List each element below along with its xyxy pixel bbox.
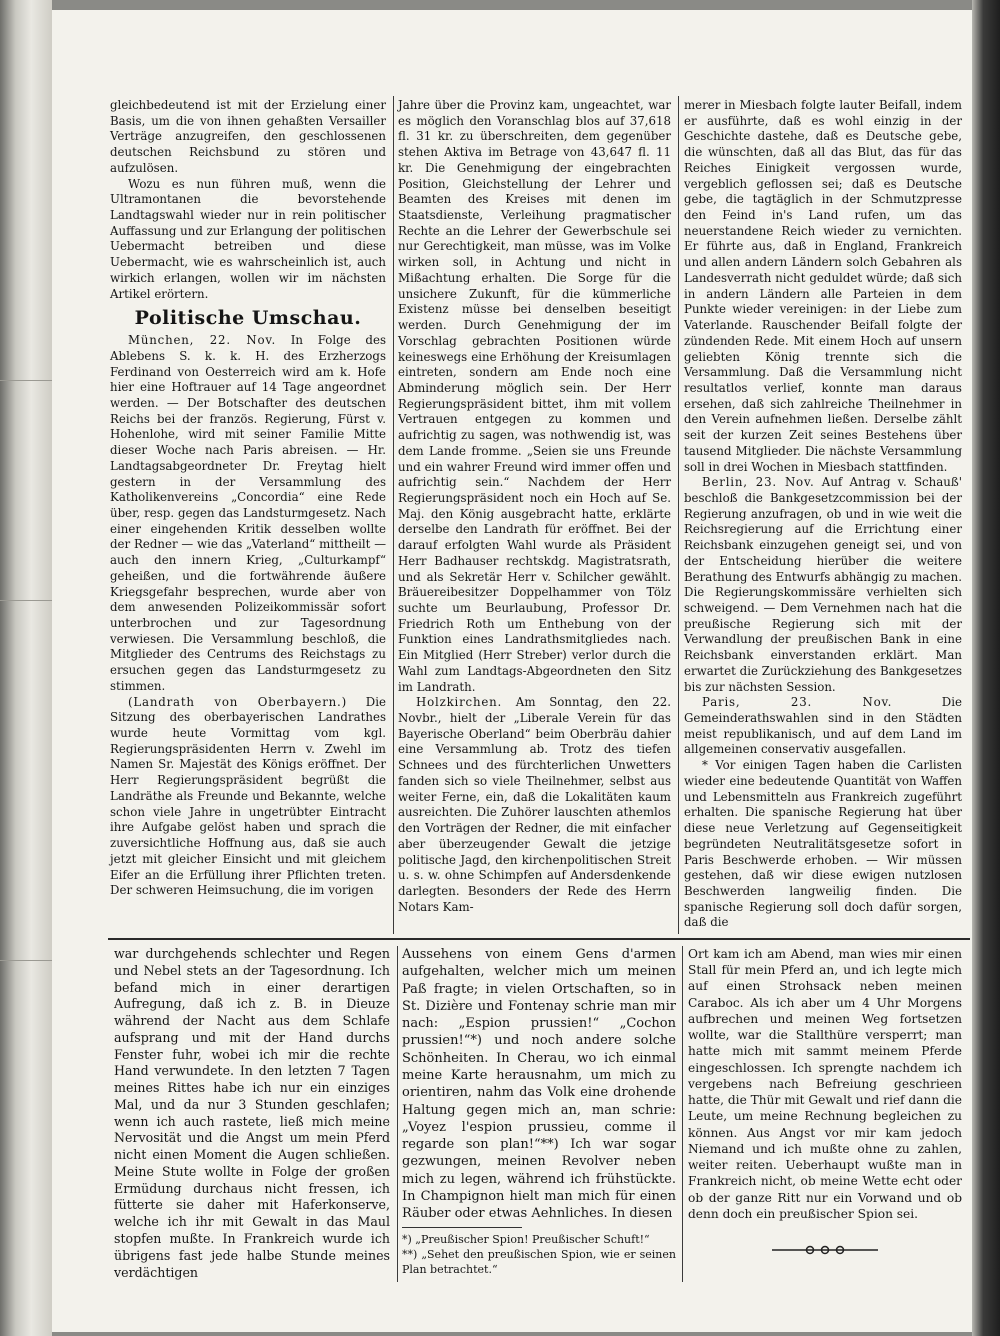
column-rule	[682, 946, 683, 1282]
feuilleton-column-3	[688, 946, 962, 1222]
column-rule	[393, 96, 394, 934]
paragraph: * Vor einigen Tagen haben die Carlisten wieder eine bedeutende Quantität von Waffen und Lebensmitteln aus Frankreich zugeführt erhalten. Die spanische Regierung hat über diese neue Verletzung auf Gegenseitigkeit begründeten Neutralitätsgesetze sofort in Paris Beschwerde erhoben. — Wir müssen gestehen, daß wir diese ewigen nutzlosen Beschwerden langweilig finden. Die spanische Regierung soll doch dafür sorgen, daß die	[684, 758, 962, 930]
dateline: München, 22. Nov.	[128, 333, 277, 348]
footnote: *) „Preußischer Spion! Preußischer Schuft!“	[402, 1232, 650, 1246]
paragraph: Ort kam ich am Abend, man wies mir einen Stall für mein Pferd an, und ich legte mich auf einen Strohsack neben meinen Caraboc. Als ich aber um 4 Uhr Morgens aufbrechen und meinen Weg fortsetzen wollte, war die Stallthüre versperrt; man hatte mich mit sammt meinem Pferde eingeschlossen. Ich sprengte nachdem ich vergebens nach Befreiung geschrieen hatte, die Thür mit Gewalt und rief dann die Leute, um meine Rechnung begleichen zu können. Aus Angst vor mir kam jedoch Niemand und ich mußte ohne zu zahlen, weiter reiten. Ueberhaupt wußte man in Frankreich nicht, ob meine Wette echt oder ob der ganze Ritt nur ein Vorwand und ob denn doch ein preußischer Spion sei.	[688, 947, 962, 1221]
feuilleton-divider	[108, 938, 970, 940]
paragraph: gleichbedeutend ist mit der Erzielung einer Basis, um die von ihnen gehaßten Versailler Verträge anzugreifen, den geschlossenen deutschen Reichsbund zu stören und aufzulösen.	[110, 98, 386, 175]
column-2	[398, 98, 671, 915]
page-edge	[972, 0, 1000, 1336]
feuilleton-column-1	[114, 946, 390, 1281]
feuilleton-column-2	[402, 946, 676, 1277]
book-spine	[0, 0, 52, 1336]
news-item	[110, 695, 386, 899]
news-text: In Folge des Ablebens S. k. k. H. des Erzherzogs Ferdinand von Oesterreich wird am k. Hofe hier eine Hoftrauer auf 14 Tage angeordnet werden. — Der Botschafter des deutschen Reichs bei der französ. Regierung, Fürst v. Hohenlohe, wird mit seiner Familie Mitte dieser Woche nach Paris abreisen. — Hr. Landtagsabgeordneter Dr. Freytag hielt gestern in der Versammlung des Katholikenvereins „Concordia“ eine Rede über, resp. gegen das Landsturmgesetz. Nach einer eingehenden Kritik desselben wollte der Redner — wie das „Vaterland“ mittheilt — auch den innern Krieg, „Culturkampf“ geheißen, und die fortwährende äußere Kriegsgefahr besprechen, wurde aber von dem anwesenden Polizeikommissär sofort unterbrochen und zur Tagesordnung verwiesen. Die Versammlung beschloß, die Mitglieder des Centrums des Reichstags zu ersuchen gegen das Landsturmgesetz zu stimmen.	[110, 333, 386, 693]
dateline: Berlin, 23. Nov.	[702, 475, 815, 490]
footnote-rule	[402, 1227, 522, 1228]
spine-line	[0, 960, 52, 961]
news-item	[398, 695, 671, 915]
paragraph: war durchgehends schlechter und Regen und Nebel stets an der Tagesordnung. Ich befand mich in einer derartigen Aufregung, daß ich z. B. in Dieuze während der Nacht aus dem Schlafe aufsprang und mit der Hand durchs Fenster fuhr, wobei ich mir die rechte Hand verwundete. In den letzten 7 Tagen meines Rittes habe ich nur ein einziges Mal, und da nur 3 Stunden geschlafen; wenn ich auch rastete, ließ mich meine Nervosität und die Angst um mein Pferd nicht einen Moment die Augen schließen. Meine Stute wollte in Folge der großen Ermüdung durchaus nicht fressen, ich fütterte sie daher mit Haferkonserve, welche ich ihr mit Gewalt in das Maul stopfen mußte. In Frankreich wurde ich übrigens fast jede halbe Stunde meines verdächtigen	[114, 946, 390, 1280]
section-headline: Politische Umschau.	[134, 307, 362, 330]
column-1	[110, 98, 386, 899]
column-rule	[397, 946, 398, 1282]
dateline: Paris, 23. Nov.	[702, 695, 893, 710]
footnote: **) „Sehet den preußischen Spion, wie er seinen Plan betrachtet.“	[402, 1247, 676, 1276]
spine-line	[0, 380, 52, 381]
news-item	[684, 475, 962, 695]
end-ornament-icon	[770, 1244, 880, 1256]
paragraph: Wozu es nun führen muß, wenn die Ultramontanen die bevorstehende Landtagswahl wieder nur in rein politischer Auffassung und zur Erlangung der politischen Uebermacht betreiben und diese Uebermacht, wie es wahrscheinlich ist, auch wirkich erlangen, wollen wir im nächsten Artikel erörtern.	[110, 176, 387, 301]
paragraph: Jahre über die Provinz kam, ungeachtet, war es möglich den Voranschlag blos auf 37,618 fl. 31 kr. zu überschreiten, dem gegenüber stehen Aktiva im Betrage von 43,647 fl. 11 kr. Die Genehmigung der eingebrachten Position, Gleichstellung der Lehrer und Beamten des Kreises mit denen im Staatsdienste, Verleihung pragmatischer Rechte an die Lehrer der Gewerbschule sei nur Gerechtigkeit, man müsse, was im Volke wirken soll, in Achtung und nicht in Mißachtung erhalten. Die Sorge für die unsichere Zukunft, für die kümmerliche Existenz müsse bei denselben beseitigt werden. Durch Genehmigung der im Vorschlag gebrachten Positionen würde keineswegs eine Erhöhung der Kreisumlagen eintreten, sondern am Ende noch eine Abminderung möglich sein. Der Herr Regierungspräsident bittet, ihm mit vollem Vertrauen entgegen zu kommen und aufrichtig zu sagen, was nothwendig ist, was dem Lande fromme. „Seien sie uns Freunde und ein wahrer Freund wird immer offen und aufrichtig sein.“ Nachdem der Herr Regierungspräsident noch ein Hoch auf Se. Maj. den König ausgebracht hatte, erklärte derselbe den Landrath für eröffnet. Bei der darauf erfolgten Wahl wurde als Präsident Herr Badhauser rechtskdg. Magistratsrath, und als Sekretär Herr v. Schilcher gewählt. Bräuereibesitzer Doppelhammer von Tölz suchte um Beurlaubung, Professor Dr. Friedrich Roth um Enthebung von der Funktion eines Landrathsmitgliedes nach. Ein Mitglied (Herr Streber) verlor durch die Wahl zum Landtags-Abgeordneten den Sitz im Landrath.	[398, 98, 671, 694]
news-text: Am Sonntag, den 22. Novbr., hielt der „Liberale Verein für das Bayerische Oberland“ beim Oberbräu dahier eine Versammlung ab. Trotz des tiefen Schnees und des fürchterlichen Unwetters fanden sich so viele Theilnehmer, selbst aus weiter Ferne, ein, daß die Lokalitäten kaum ausreichten. Die Zuhörer lauschten athemlos den Vorträgen der Redner, die mit einfacher aber überzeugender Gewalt die jetzige politische Jagd, den kirchenpolitischen Streit u. s. w. ohne Schimpfen auf Andersdenkende darlegten. Besonders der Rede des Herrn Notars Kam-	[398, 695, 671, 914]
column-rule	[678, 96, 679, 934]
news-item	[684, 695, 962, 758]
news-text: Die Gemeinderathswahlen sind in den Städten meist republikanisch, und auf dem Land im allgemeinen conservativ ausgefallen.	[684, 695, 962, 757]
paragraph: merer in Miesbach folgte lauter Beifall, indem er ausführte, daß es wohl einzig in der Geschichte dastehe, daß es Deutsche gebe, die wünschten, daß all das Blut, das für das Reiches Einigkeit vergossen wurde, vergeblich geflossen sei; daß es Deutsche gebe, die tagtäglich in der Schmutzpresse den Feind in's Land rufen, um das neuerstandene Reich wieder zu vernichten. Er führte aus, daß in England, Frankreich und allen andern Ländern solch Gebahren als Landesverrath nicht geduldet würde; daß sich in andern Ländern alle Parteien in dem Punkte wieder vereinigen: in der Liebe zum Vaterlande. Rauschender Beifall folgte der zündenden Rede. Mit einem Hoch auf unsern geliebten König trennte sich die Versammlung. Daß die Versammlung nicht resultatlos verlief, konnte man daraus ersehen, daß sich zahlreiche Theilnehmer in den Verein aufnehmen ließen. Derselbe zählt seit der kurzen Zeit seines Bestehens über tausend Mitglieder. Die nächste Versammlung soll in drei Wochen in Miesbach stattfinden.	[684, 98, 962, 474]
news-text: Auf Antrag v. Schauß' beschloß die Bankgesetzcommission bei der Regierung anzufragen, ob und in wie weit die Reichsregierung auf die Errichtung einer Reichsbank einzugehen geneigt sei, und von der Entscheidung hierüber die weitere Berathung des Entwurfs abhängig zu machen. Die Regierungskommissäre verhielten sich schweigend. — Dem Vernehmen nach hat die preußische Regierung sich mit der Verwandlung der preußischen Bank in eine Reichsbank einverstanden erklärt. Man erwartet die Zurückziehung des Bankgesetzes bis zur nächsten Session.	[684, 475, 963, 694]
dateline: (Landrath von Oberbayern.)	[128, 694, 347, 709]
news-item	[110, 333, 386, 695]
news-text: Die Sitzung des oberbayerischen Landrathes wurde heute Vormittag vom kgl. Regierungspräsidenten Herrn v. Zwehl im Namen Sr. Majestät des Königs eröffnet. Der Herr Regierungspräsident begrüßt die Landräthe als Freunde und Bekannte, welche schon viele Jahre in ungetrübter Eintracht ihre Aufgabe gelöst haben und sprach die zuversichtliche Hoffnung aus, daß sie auch jetzt mit gleicher Einsicht und mit gleichem Eifer an die Erfüllung ihrer Pflichten treten. Der schweren Heimsuchung, die im vorigen	[110, 694, 386, 898]
column-3	[684, 98, 962, 931]
paragraph: Aussehens von einem Gens d'armen aufgehalten, welcher mich um meinen Paß fragte; in vielen Ortschaften, so in St. Dizière und Fontenay schrie man mir nach: „Espion prussien!“ „Cochon prussien!“*) und noch andere solche Schönheiten. In Cherau, wo ich einmal meine Karte herausnahm, um mich zu orientiren, nahm das Volk eine drohende Haltung gegen mich an, man schrie: „Voyez l'espion prussieu, comme il regarde son plan!“**) Ich war sogar gezwungen, meinen Revolver neben mich zu legen, während ich frühstückte. In Champignon hielt man mich für einen Räuber oder etwas Aehnliches. In diesen	[402, 947, 676, 1222]
dateline: Holzkirchen.	[416, 695, 503, 710]
spine-line	[0, 600, 52, 601]
